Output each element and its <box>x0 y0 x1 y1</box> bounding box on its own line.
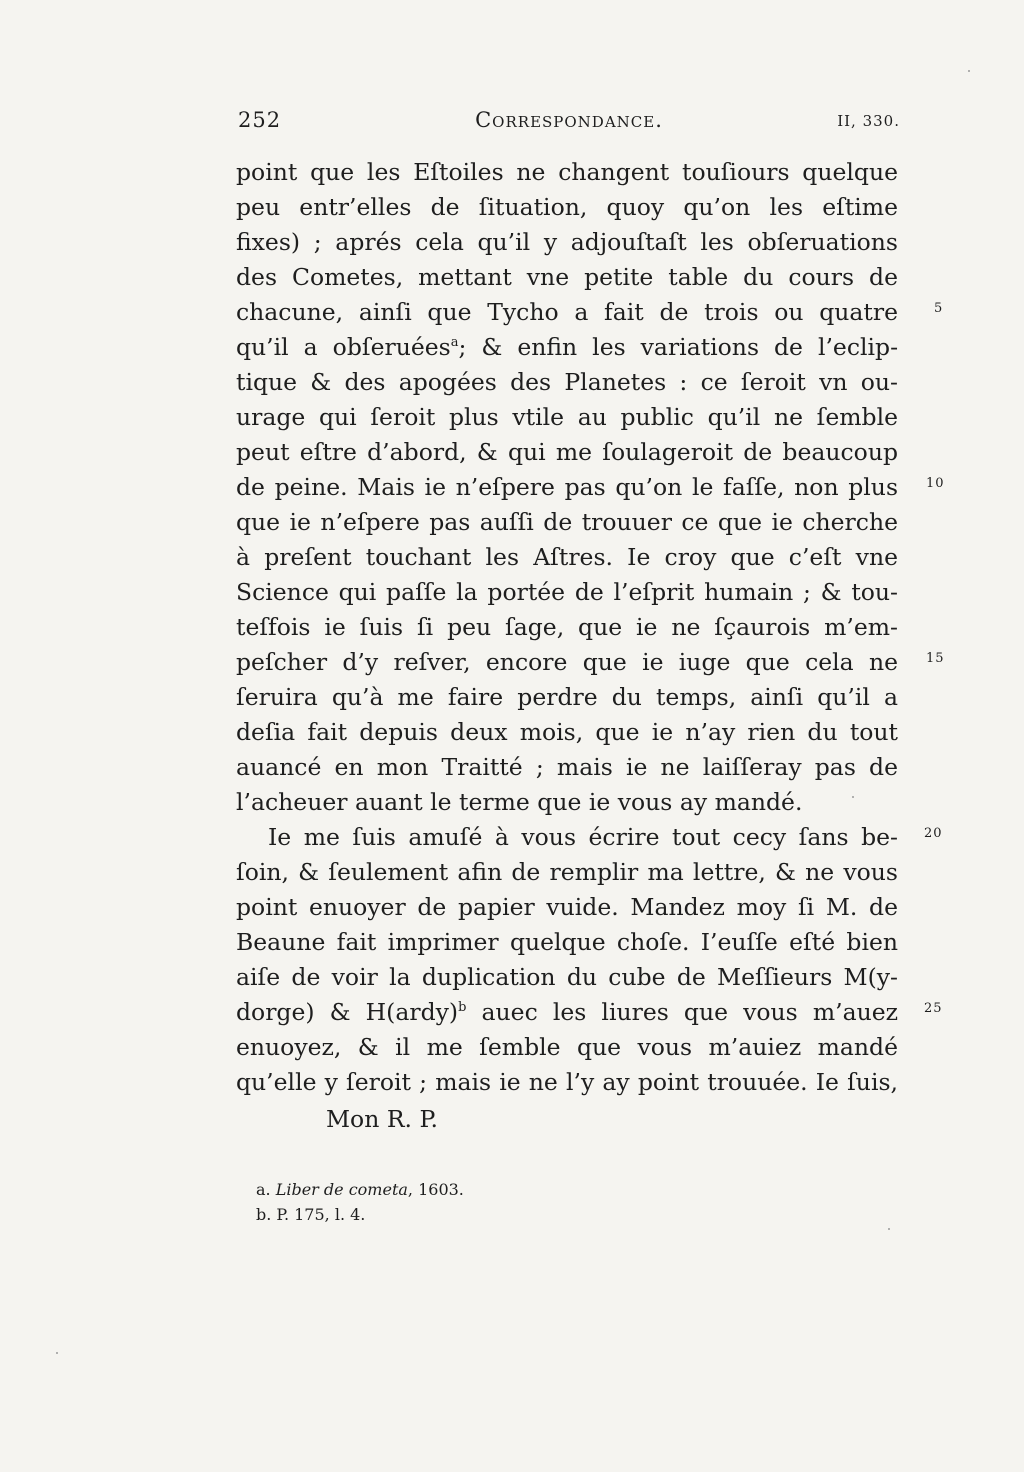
line-number: 5 <box>934 301 944 316</box>
paper-speck <box>968 70 970 72</box>
text-line: aiſe de voir la duplication du cube de Meſſieurs M(y- <box>236 963 898 991</box>
text-line: Ie me ſuis amuſé à vous écrire tout cecy ſans be- <box>268 823 898 851</box>
running-title: Correspondance. <box>475 108 663 132</box>
text-line: chacune, ainſi que Tycho a fait de trois ou quatre <box>236 298 898 326</box>
text-segment: qu’il a obſeruées <box>236 333 451 361</box>
footnote-title: Liber de cometa <box>275 1180 408 1199</box>
text-line: de peine. Mais ie n’eſpere pas qu’on le faſſe, non plus <box>236 473 898 501</box>
paper-speck <box>56 1352 58 1354</box>
text-line: tique & des apogées des Planetes : ce ſeroit vn ou- <box>236 368 898 396</box>
text-line: urage qui ſeroit plus vtile au public qu’il ne ſemble <box>236 403 898 431</box>
text-line: fixes) ; aprés cela qu’il y adjouſtaſt les obſeruations <box>236 228 898 256</box>
text-line: deſia fait depuis deux mois, que ie n’ay rien du tout <box>236 718 898 746</box>
footnote-marker-a: a <box>450 335 459 350</box>
text-line: que ie n’eſpere pas auſſi de trouuer ce que ie cherche <box>236 508 898 536</box>
footnote-label: a. <box>256 1180 271 1199</box>
text-line: enuoyez, & il me ſemble que vous m’auiez mandé <box>236 1033 898 1061</box>
page-number: 252 <box>238 108 282 132</box>
text-line <box>236 995 898 1030</box>
line-number: 20 <box>924 826 943 841</box>
text-line: Beaune fait imprimer quelque choſe. I’euſſe eſté bien <box>236 928 898 956</box>
text-segment: dorge) & H(ardy) <box>236 998 459 1026</box>
text-line: qu’elle y ſeroit ; mais ie ne l’y ay point trouuée. Ie ſuis, <box>236 1068 898 1096</box>
text-line <box>236 330 898 365</box>
paper-speck <box>852 796 854 798</box>
text-line: ſeruira qu’à me faire perdre du temps, ainſi qu’il a <box>236 683 898 711</box>
line-number: 10 <box>926 476 945 491</box>
text-line: peu entr’elles de ſituation, quoy qu’on les eſtime <box>236 193 898 221</box>
text-segment: auec les liures que vous m’auez <box>466 998 899 1026</box>
footnote-a <box>256 1177 756 1202</box>
text-line: peſcher d’y reſver, encore que ie iuge que cela ne <box>236 648 898 676</box>
running-header <box>238 108 900 142</box>
text-segment: ; & enfin les variations de l’eclip- <box>458 333 899 361</box>
line-number: 25 <box>924 1001 943 1016</box>
letter-body <box>236 155 898 1137</box>
paper-speck <box>888 1228 890 1230</box>
footnote-text: , 1603. <box>407 1180 464 1199</box>
text-line: des Cometes, mettant vne petite table du cours de <box>236 263 898 291</box>
closing-salutation: Mon R. P. <box>326 1105 438 1133</box>
text-line: à preſent touchant les Aſtres. Ie croy que c’eſt vne <box>236 543 898 571</box>
volume-reference: II, 330. <box>837 112 900 130</box>
text-line: Science qui paſſe la portée de l’eſprit humain ; & tou- <box>236 578 898 606</box>
footnotes <box>256 1177 756 1227</box>
text-line: auancé en mon Traitté ; mais ie ne laiſſeray pas de <box>236 753 898 781</box>
text-line: teſfois ie ſuis ſi peu ſage, que ie ne ſçaurois m’em- <box>236 613 898 641</box>
footnote-marker-b: b <box>458 1000 467 1015</box>
text-line: point enuoyer de papier vuide. Mandez moy ſi M. de <box>236 893 898 921</box>
line-number: 15 <box>926 651 945 666</box>
text-line: l’acheuer auant le terme que ie vous ay mandé. <box>236 788 803 816</box>
text-line: peut eſtre d’abord, & qui me ſoulageroit de beaucoup <box>236 438 898 466</box>
text-line: ſoin, & ſeulement afin de remplir ma lettre, & ne vous <box>236 858 898 886</box>
text-line: point que les Eſtoiles ne changent touſiours quelque <box>236 158 898 186</box>
footnote-b: b. P. 175, l. 4. <box>256 1205 366 1224</box>
